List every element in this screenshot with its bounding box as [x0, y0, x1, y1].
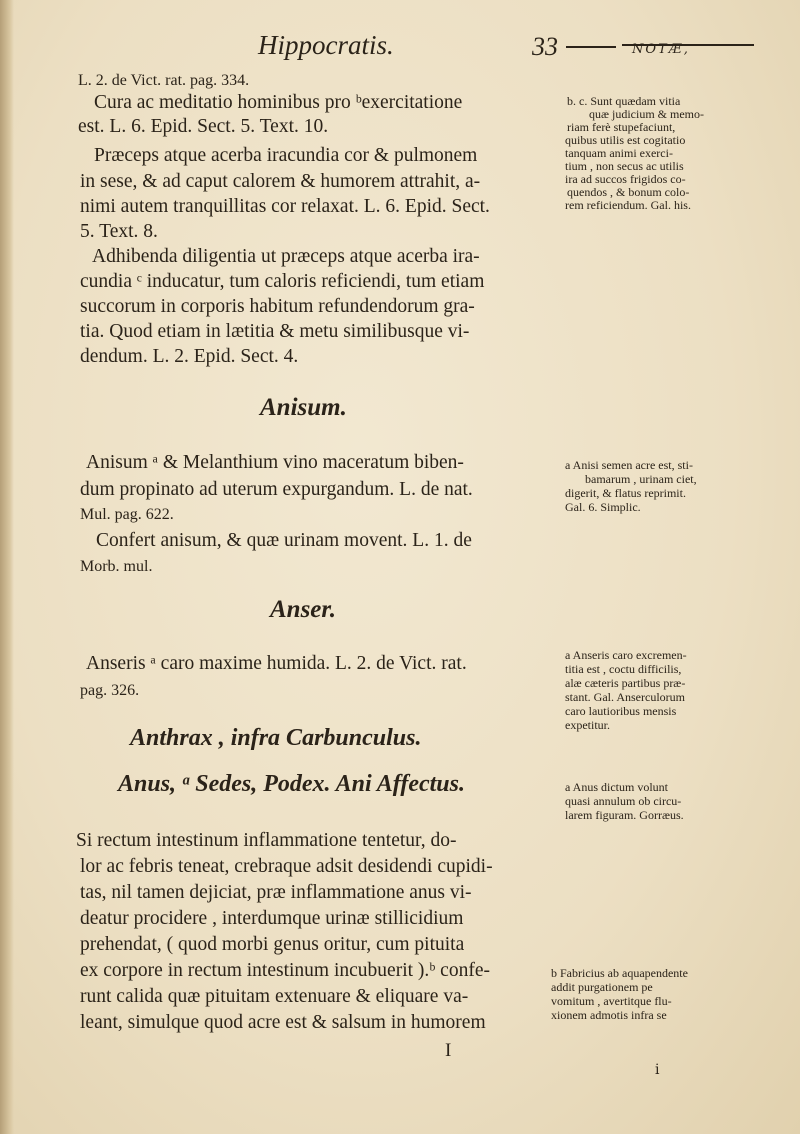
note-line: digerit, & flatus reprimit. [565, 486, 686, 500]
note-line: quibus utilis est cogitatio [565, 133, 686, 147]
note-line: b. c. Sunt quædam vitia [567, 94, 681, 108]
signature-mark: I [445, 1040, 452, 1061]
note-line: larem figuram. Gorræus. [565, 808, 684, 822]
text-line: cundia ᶜ inducatur, tum caloris reficiendi, tum etiam [80, 271, 485, 292]
text-line: Anseris ᵃ caro maxime humida. L. 2. de Vict. rat. [86, 653, 467, 674]
text-line: Confert anisum, & quæ urinam movent. L. 1. de [96, 530, 472, 551]
note-line: titia est , coctu difficilis, [565, 662, 682, 676]
text-line: Cura ac meditatio hominibus pro ᵇexercitatione [94, 92, 463, 113]
text-line: in sese, & ad caput calorem & humorem attrahit, a- [80, 171, 481, 192]
page-number: 33 [532, 32, 558, 61]
note-line: quendos , & bonum colo- [567, 185, 690, 199]
text-line: Si rectum intestinum inflammatione tentetur, do- [76, 830, 457, 851]
text-line: Mul. pag. 622. [80, 506, 174, 523]
note-line: caro lautioribus mensis [565, 704, 677, 718]
text-line: Morb. mul. [80, 558, 153, 575]
note-line: rem reficiendum. Gal. his. [565, 198, 691, 212]
note-line: a Anisi semen acre est, sti- [565, 458, 693, 472]
text-line: lor ac febris teneat, crebraque adsit desidendi cupidi- [80, 856, 493, 877]
page-header [0, 28, 800, 68]
note-line: alæ cæteris partibus præ- [565, 676, 686, 690]
text-line: dum propinato ad uterum expurgandum. L. de nat. [80, 479, 473, 500]
page-binding-shadow [0, 0, 14, 1134]
note-line: bamarum , urinam ciet, [585, 472, 697, 486]
note-line: tanquam animi exerci- [565, 146, 673, 160]
text-line: Adhibenda diligentia ut præceps atque acerba ira- [92, 246, 480, 267]
note-line: stant. Gal. Anserculorum [565, 690, 685, 704]
text-line: L. 2. de Vict. rat. pag. 334. [78, 72, 250, 89]
header-rule [566, 46, 616, 48]
note-line: b Fabricius ab aquapendente [551, 966, 688, 980]
text-line: Anisum ᵃ & Melanthium vino maceratum biben- [86, 452, 464, 473]
note-line: addit purgationem pe [551, 980, 653, 994]
text-line: 5. Text. 8. [80, 221, 158, 242]
note-line: quæ judicium & memo- [589, 107, 704, 121]
text-line: ex corpore in rectum intestinum incubuerit ).ᵇ confe- [80, 960, 490, 981]
text-line: tia. Quod etiam in lætitia & metu similibusque vi- [80, 321, 470, 342]
text-line: est. L. 6. Epid. Sect. 5. Text. 10. [78, 116, 329, 137]
text-line: pag. 326. [80, 682, 140, 699]
section-heading-anus: Anus, ᵃ Sedes, Podex. Ani Affectus. [118, 771, 465, 797]
note-line: xionem admotis infra se [551, 1008, 667, 1022]
text-line: Præceps atque acerba iracundia cor & pulmonem [94, 145, 478, 166]
text-line: nimi autem tranquillitas cor relaxat. L. 6. Epid. Sect. [80, 196, 490, 217]
section-heading-anser: Anser. [270, 596, 337, 623]
text-line: succorum in corporis habitum refundendorum gra- [80, 296, 475, 317]
note-line: tium , non secus ac utilis [565, 159, 684, 173]
note-line: vomitum , avertitque flu- [551, 994, 672, 1008]
section-heading-anisum: Anisum. [260, 394, 347, 421]
cross-reference-anthrax: Anthrax , infra Carbunculus. [130, 725, 422, 751]
text-line: tas, nil tamen dejiciat, præ inflammatione anus vi- [80, 882, 472, 903]
note-line: a Anus dictum volunt [565, 780, 668, 794]
catch-mark: i [655, 1062, 660, 1078]
note-line: Gal. 6. Simplic. [565, 500, 641, 514]
note-line: a Anseris caro excremen- [565, 648, 687, 662]
text-line: deatur procidere , interdumque urinæ stillicidium [80, 908, 464, 929]
note-line: ira ad succos frigidos co- [565, 172, 686, 186]
notes-title: NOTÆ, [632, 42, 690, 57]
text-line: runt calida quæ pituitam extenuare & eliquare va- [80, 986, 469, 1007]
note-line: expetitur. [565, 718, 610, 732]
running-title: Hippocratis. [258, 30, 394, 60]
note-line: riam ferè stupefaciunt, [567, 120, 676, 134]
text-line: prehendat, ( quod morbi genus oritur, cum pituita [80, 934, 465, 955]
text-line: dendum. L. 2. Epid. Sect. 4. [80, 346, 299, 367]
text-line: leant, simulque quod acre est & salsum in humorem [80, 1012, 486, 1033]
note-line: quasi annulum ob circu- [565, 794, 682, 808]
